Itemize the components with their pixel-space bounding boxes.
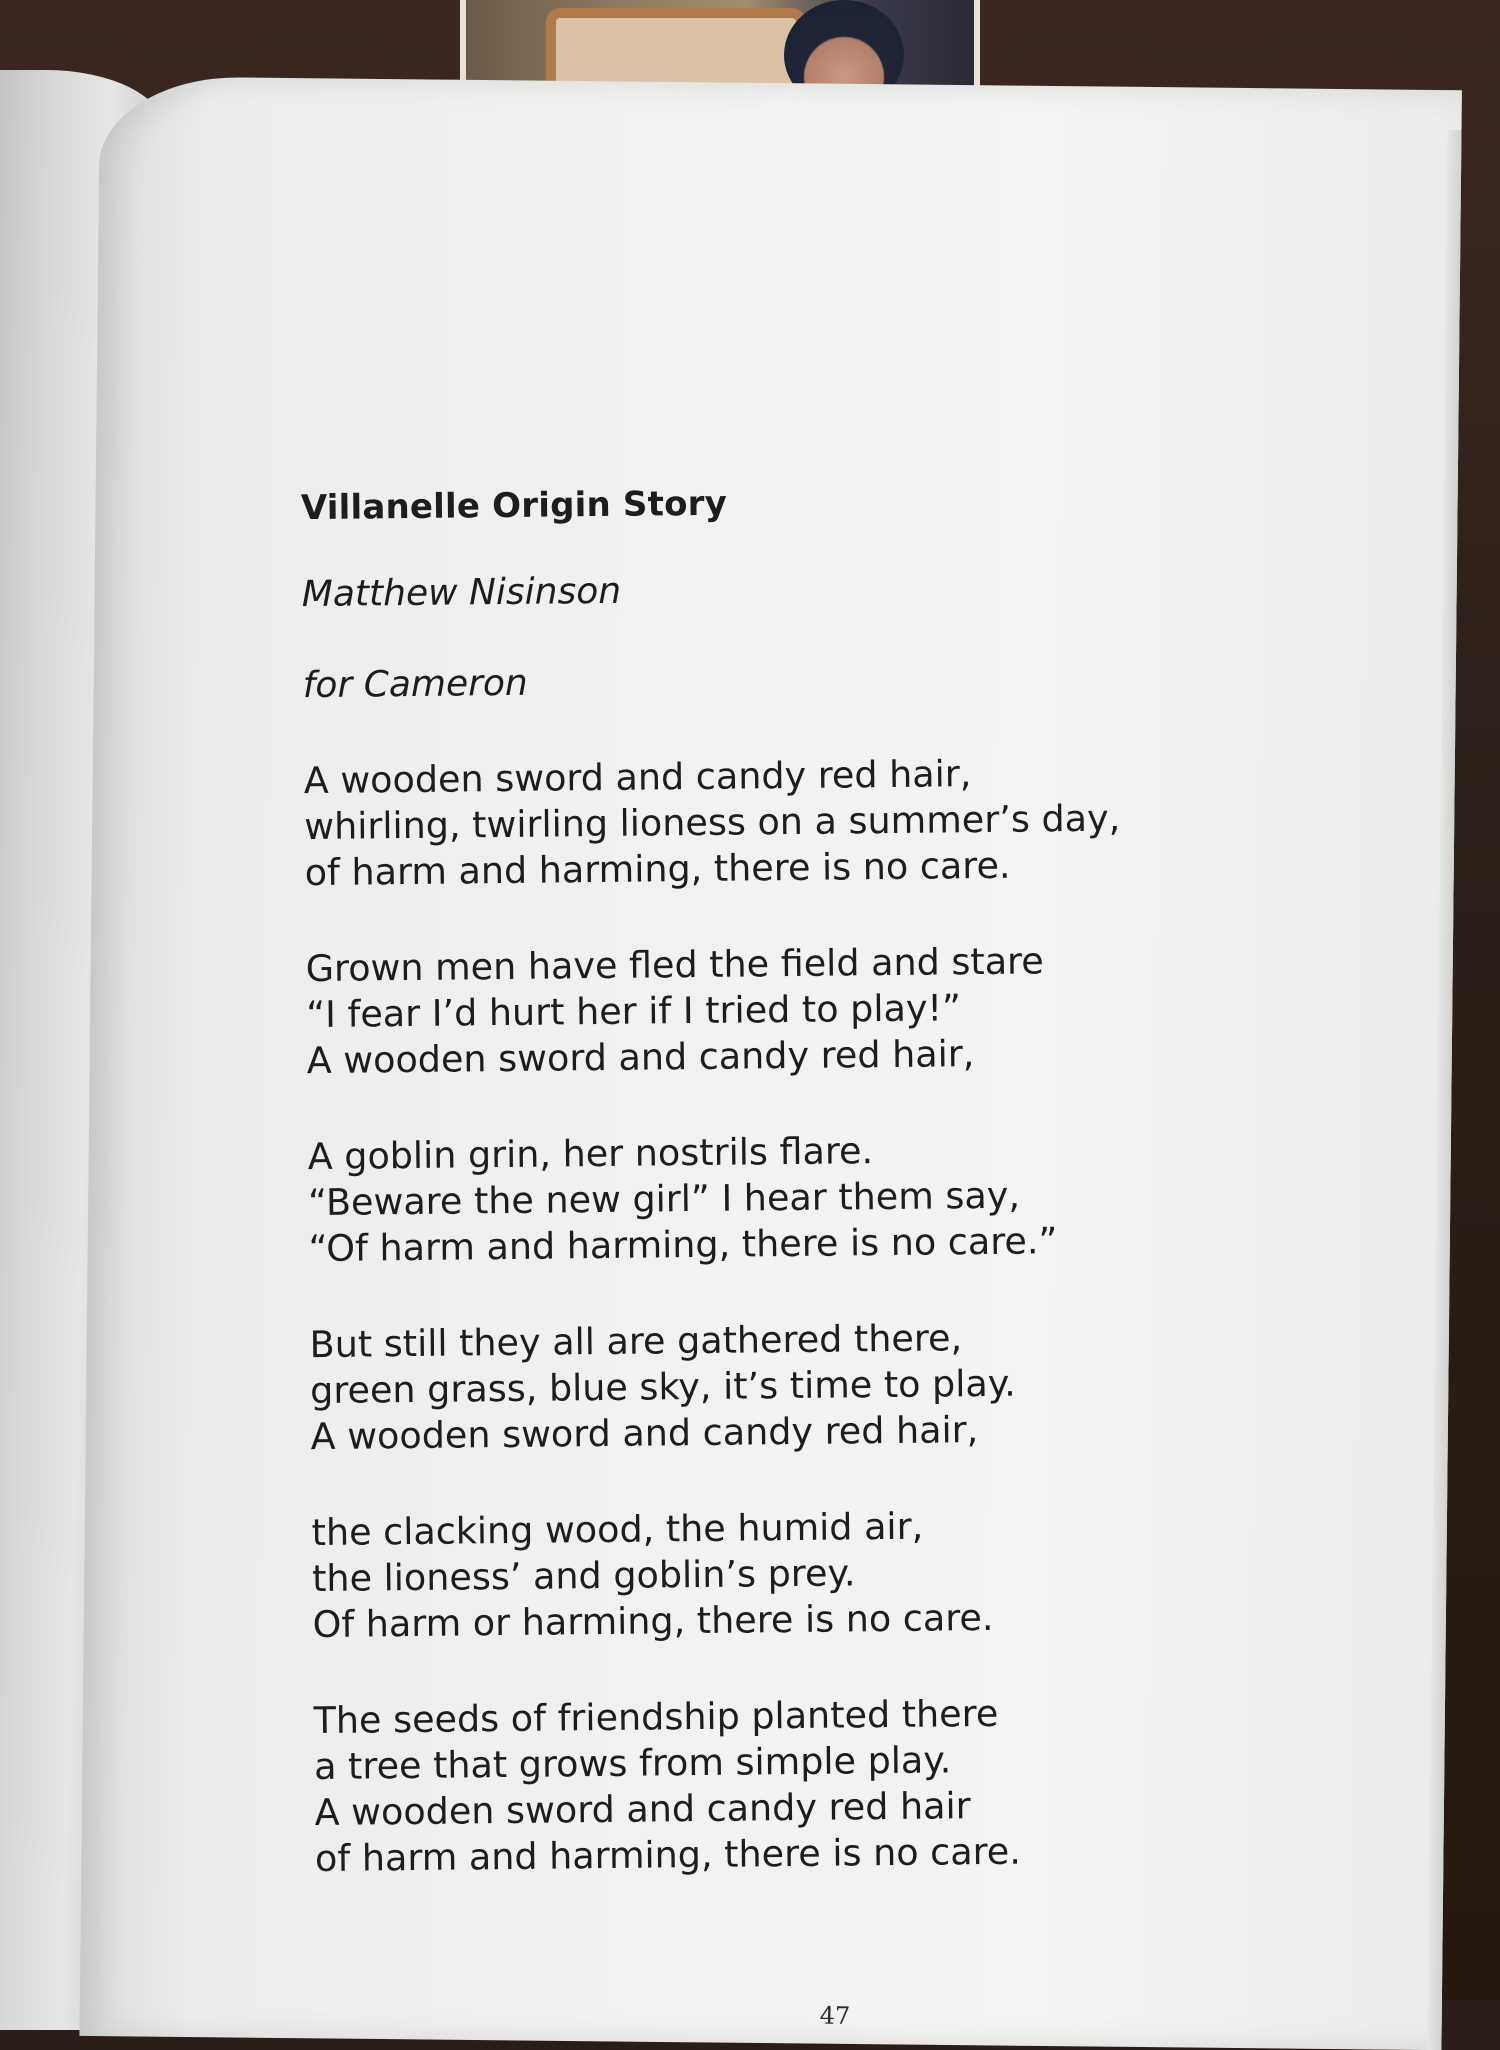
stanza: [309, 1314, 1126, 1461]
poem-line: green grass, blue sky, it’s time to play.: [309, 1361, 1016, 1413]
poem-dedication: for Cameron: [302, 662, 528, 707]
poem-line: A wooden sword and candy red hair,: [310, 1408, 979, 1459]
poem-line: of harm and harming, there is no care.: [304, 843, 1011, 895]
poem-line: A goblin grin, her nostrils flare.: [307, 1129, 874, 1179]
poem: [301, 480, 1132, 1932]
poem-line: “Beware the new girl” I hear them say,: [307, 1173, 1021, 1225]
poem-author: Matthew Nisinson: [301, 570, 622, 616]
stanza: [305, 938, 1122, 1085]
page-edge: [1427, 130, 1461, 2050]
poem-line: the lioness’ and goblin’s prey.: [311, 1551, 856, 1601]
poem-line: whirling, twirling lioness on a summer’s day,: [304, 796, 1121, 849]
poem-line: The seeds of friendship planted there: [313, 1691, 999, 1743]
stanza: [313, 1690, 1131, 1883]
poem-line: A wooden sword and candy red hair: [314, 1784, 971, 1835]
poem-line: “I fear I’d hurt her if I tried to play!”: [305, 986, 962, 1037]
poem-line: A wooden sword and candy red hair,: [306, 1032, 975, 1083]
poem-line: a tree that grows from simple play.: [313, 1738, 952, 1789]
book-page: [79, 76, 1461, 2050]
poem-line: the clacking wood, the humid air,: [311, 1504, 924, 1555]
poem-title: Villanelle Origin Story: [300, 483, 728, 529]
poem-line: Of harm or harming, there is no care.: [312, 1595, 994, 1647]
stanza: [311, 1502, 1128, 1649]
poem-line: A wooden sword and candy red hair,: [303, 752, 972, 803]
poem-line: “Of harm and harming, there is no care.”: [308, 1219, 1058, 1271]
poem-line: But still they all are gathered there,: [309, 1316, 963, 1367]
stanza: [304, 750, 1121, 897]
poem-line: of harm and harming, there is no care.: [314, 1829, 1022, 1881]
page-number: 47: [819, 2001, 851, 2030]
poem-line: Grown men have fled the field and stare: [305, 939, 1044, 991]
stanza: [307, 1126, 1124, 1273]
